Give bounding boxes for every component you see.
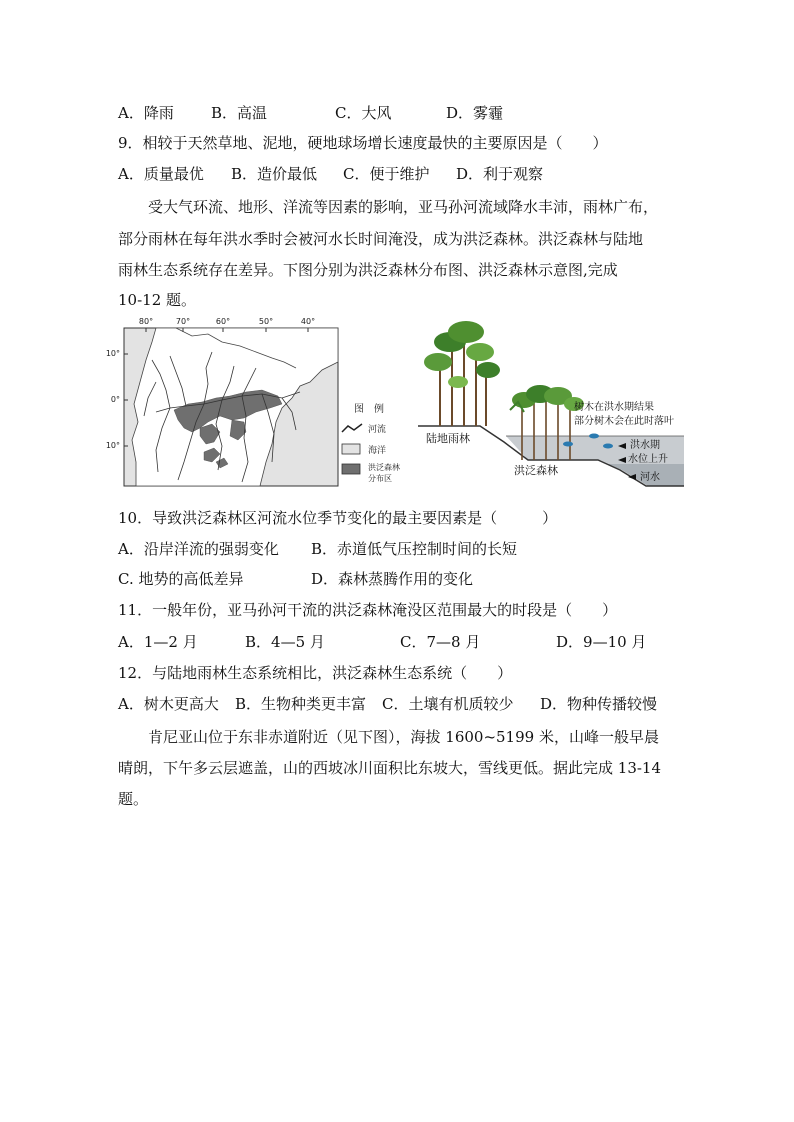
note-line-2: 部分树木会在此时落叶 bbox=[574, 416, 674, 427]
q10-option-d: D．森林蒸腾作用的变化 bbox=[311, 570, 474, 588]
passage1-line-2: 部分雨林在每年洪水季时会被河水长时间淹没，成为洪泛森林。洪泛森林与陆地 bbox=[118, 230, 644, 248]
q11-option-a: A．1—2 月 bbox=[118, 633, 198, 651]
q8-option-d: D．雾霾 bbox=[446, 104, 504, 122]
lon-label-50: 50° bbox=[258, 317, 274, 326]
passage2-line-3: 题。 bbox=[118, 790, 149, 808]
legend-flood-label-2: 分布区 bbox=[368, 474, 392, 483]
q11-option-d: D．9—10 月 bbox=[556, 633, 647, 651]
legend-flood-label-1: 洪泛森林 bbox=[368, 463, 400, 472]
rainforest-trees bbox=[424, 321, 500, 426]
legend-flood-swatch bbox=[342, 464, 360, 474]
q10-option-a: A．沿岸洋流的强弱变化 bbox=[118, 540, 279, 558]
q9-option-c: C．便于维护 bbox=[343, 165, 430, 183]
passage2-line-2: 晴朗，下午多云层遮盖，山的西坡冰川面积比东坡大，雪线更低。据此完成 13-14 bbox=[118, 759, 662, 777]
flood-label-2: 水位上升 bbox=[628, 454, 668, 465]
q10-stem: 10．导致洪泛森林区河流水位季节变化的最主要因素是（ ） bbox=[118, 509, 558, 527]
q9-option-a: A．质量最优 bbox=[118, 165, 204, 183]
q11-option-c: C．7—8 月 bbox=[400, 633, 481, 651]
river-label: 河水 bbox=[640, 472, 660, 483]
lat-label-0: 0° bbox=[110, 395, 120, 404]
legend-ocean-label: 海洋 bbox=[368, 446, 387, 456]
legend-title: 图 例 bbox=[354, 404, 384, 415]
q9-option-b: B．造价最低 bbox=[231, 165, 318, 183]
q12-option-a: A．树木更高大 bbox=[118, 695, 219, 713]
q9-option-d: D．利于观察 bbox=[456, 165, 544, 183]
flood-forest-diagram bbox=[418, 318, 684, 490]
passage1-line-4: 10-12 题。 bbox=[118, 291, 197, 309]
flood-forest-map bbox=[96, 312, 412, 492]
q12-stem: 12．与陆地雨林生态系统相比，洪泛森林生态系统（ ） bbox=[118, 664, 513, 682]
label-flood-forest: 洪泛森林 bbox=[514, 464, 558, 477]
q8-option-a: A．降雨 bbox=[118, 104, 174, 122]
label-rainforest: 陆地雨林 bbox=[426, 432, 470, 445]
passage2-line-1: 肯尼亚山位于东非赤道附近（见下图），海拔 1600~5199 米，山峰一般早晨 bbox=[148, 728, 659, 746]
flood-label-1: 洪水期 bbox=[630, 440, 660, 451]
q12-option-d: D．物种传播较慢 bbox=[540, 695, 658, 713]
legend-ocean-swatch bbox=[342, 444, 360, 454]
q10-option-c: C. 地势的高低差异 bbox=[118, 570, 244, 588]
lat-label-10s: 10° bbox=[105, 441, 120, 450]
q11-stem: 11．一般年份，亚马孙河干流的洪泛森林淹没区范围最大的时段是（ ） bbox=[118, 601, 618, 619]
q11-option-b: B．4—5 月 bbox=[245, 633, 325, 651]
lat-label-10n: 10° bbox=[105, 349, 120, 358]
note-line-1: 树木在洪水期结果 bbox=[574, 402, 654, 413]
q8-option-c: C．大风 bbox=[335, 104, 392, 122]
q12-option-c: C．土壤有机质较少 bbox=[382, 695, 514, 713]
lon-label-80: 80° bbox=[138, 317, 154, 326]
legend-river-label: 河流 bbox=[368, 425, 387, 435]
passage1-line-1: 受大气环流、地形、洋流等因素的影响，亚马孙河流域降水丰沛，雨林广布， bbox=[148, 198, 659, 216]
q9-stem: 9．相较于天然草地、泥地，硬地球场增长速度最快的主要原因是（ ） bbox=[118, 134, 608, 152]
lon-label-70: 70° bbox=[175, 317, 191, 326]
lon-label-60: 60° bbox=[215, 317, 231, 326]
lon-label-40: 40° bbox=[300, 317, 316, 326]
passage1-line-3: 雨林生态系统存在差异。下图分别为洪泛森林分布图、洪泛森林示意图,完成 bbox=[118, 261, 618, 279]
q10-option-b: B．赤道低气压控制时间的长短 bbox=[311, 540, 518, 558]
q8-option-b: B．高温 bbox=[211, 104, 268, 122]
q12-option-b: B．生物种类更丰富 bbox=[235, 695, 367, 713]
legend-river-symbol bbox=[342, 424, 362, 432]
